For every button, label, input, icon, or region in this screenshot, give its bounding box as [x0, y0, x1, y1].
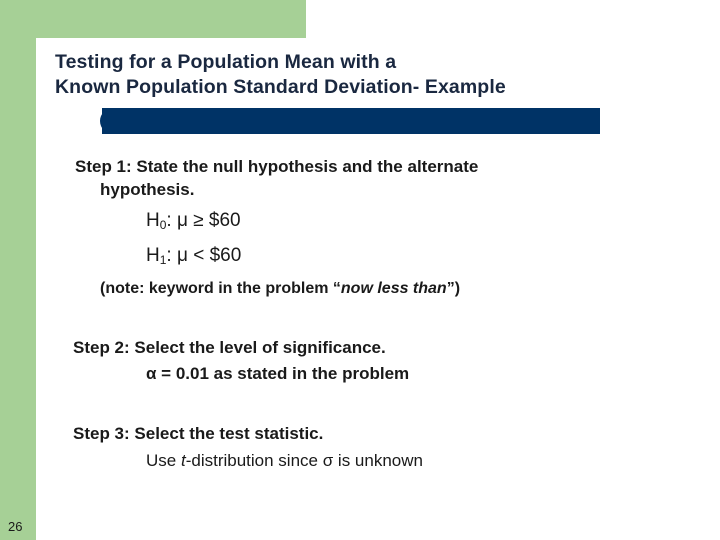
step3-heading: Step 3: Select the test statistic.	[73, 424, 324, 443]
h1-letter: H	[146, 245, 160, 266]
top-accent-block	[0, 0, 306, 38]
alternate-hypothesis	[146, 245, 241, 267]
step2-heading: Step 2: Select the level of significance.	[73, 338, 386, 357]
step1-heading-line2: hypothesis.	[100, 180, 195, 199]
keyword-note	[100, 280, 460, 298]
step3-detail-t: t	[180, 451, 186, 470]
note-text-after: ”)	[446, 280, 461, 297]
step3-detail-before: Use	[146, 451, 181, 470]
title-line-2: Known Population Standard Deviation- Example	[55, 76, 506, 98]
title-line-1: Testing for a Population Mean with a	[55, 51, 397, 73]
title-bar	[102, 108, 600, 134]
null-hypothesis	[146, 210, 241, 232]
h1-expression: : μ < $60	[166, 245, 242, 266]
step1-heading-line1: Step 1: State the null hypothesis and the alternate	[75, 157, 479, 176]
h0-expression: : μ ≥ $60	[166, 210, 241, 231]
h0-subscript: 0	[159, 218, 167, 232]
step3-detail-after: -distribution since σ is unknown	[185, 451, 423, 470]
step3-detail	[146, 451, 423, 471]
step2-detail: α = 0.01 as stated in the problem	[146, 364, 410, 383]
note-text-before: (note: keyword in the problem “	[100, 280, 341, 297]
h1-subscript: 1	[159, 253, 167, 267]
h0-letter: H	[146, 210, 160, 231]
note-keyword: now less than	[340, 280, 447, 297]
slide-title	[55, 50, 506, 100]
left-accent-bar	[0, 0, 36, 540]
page-number: 26	[8, 519, 23, 534]
